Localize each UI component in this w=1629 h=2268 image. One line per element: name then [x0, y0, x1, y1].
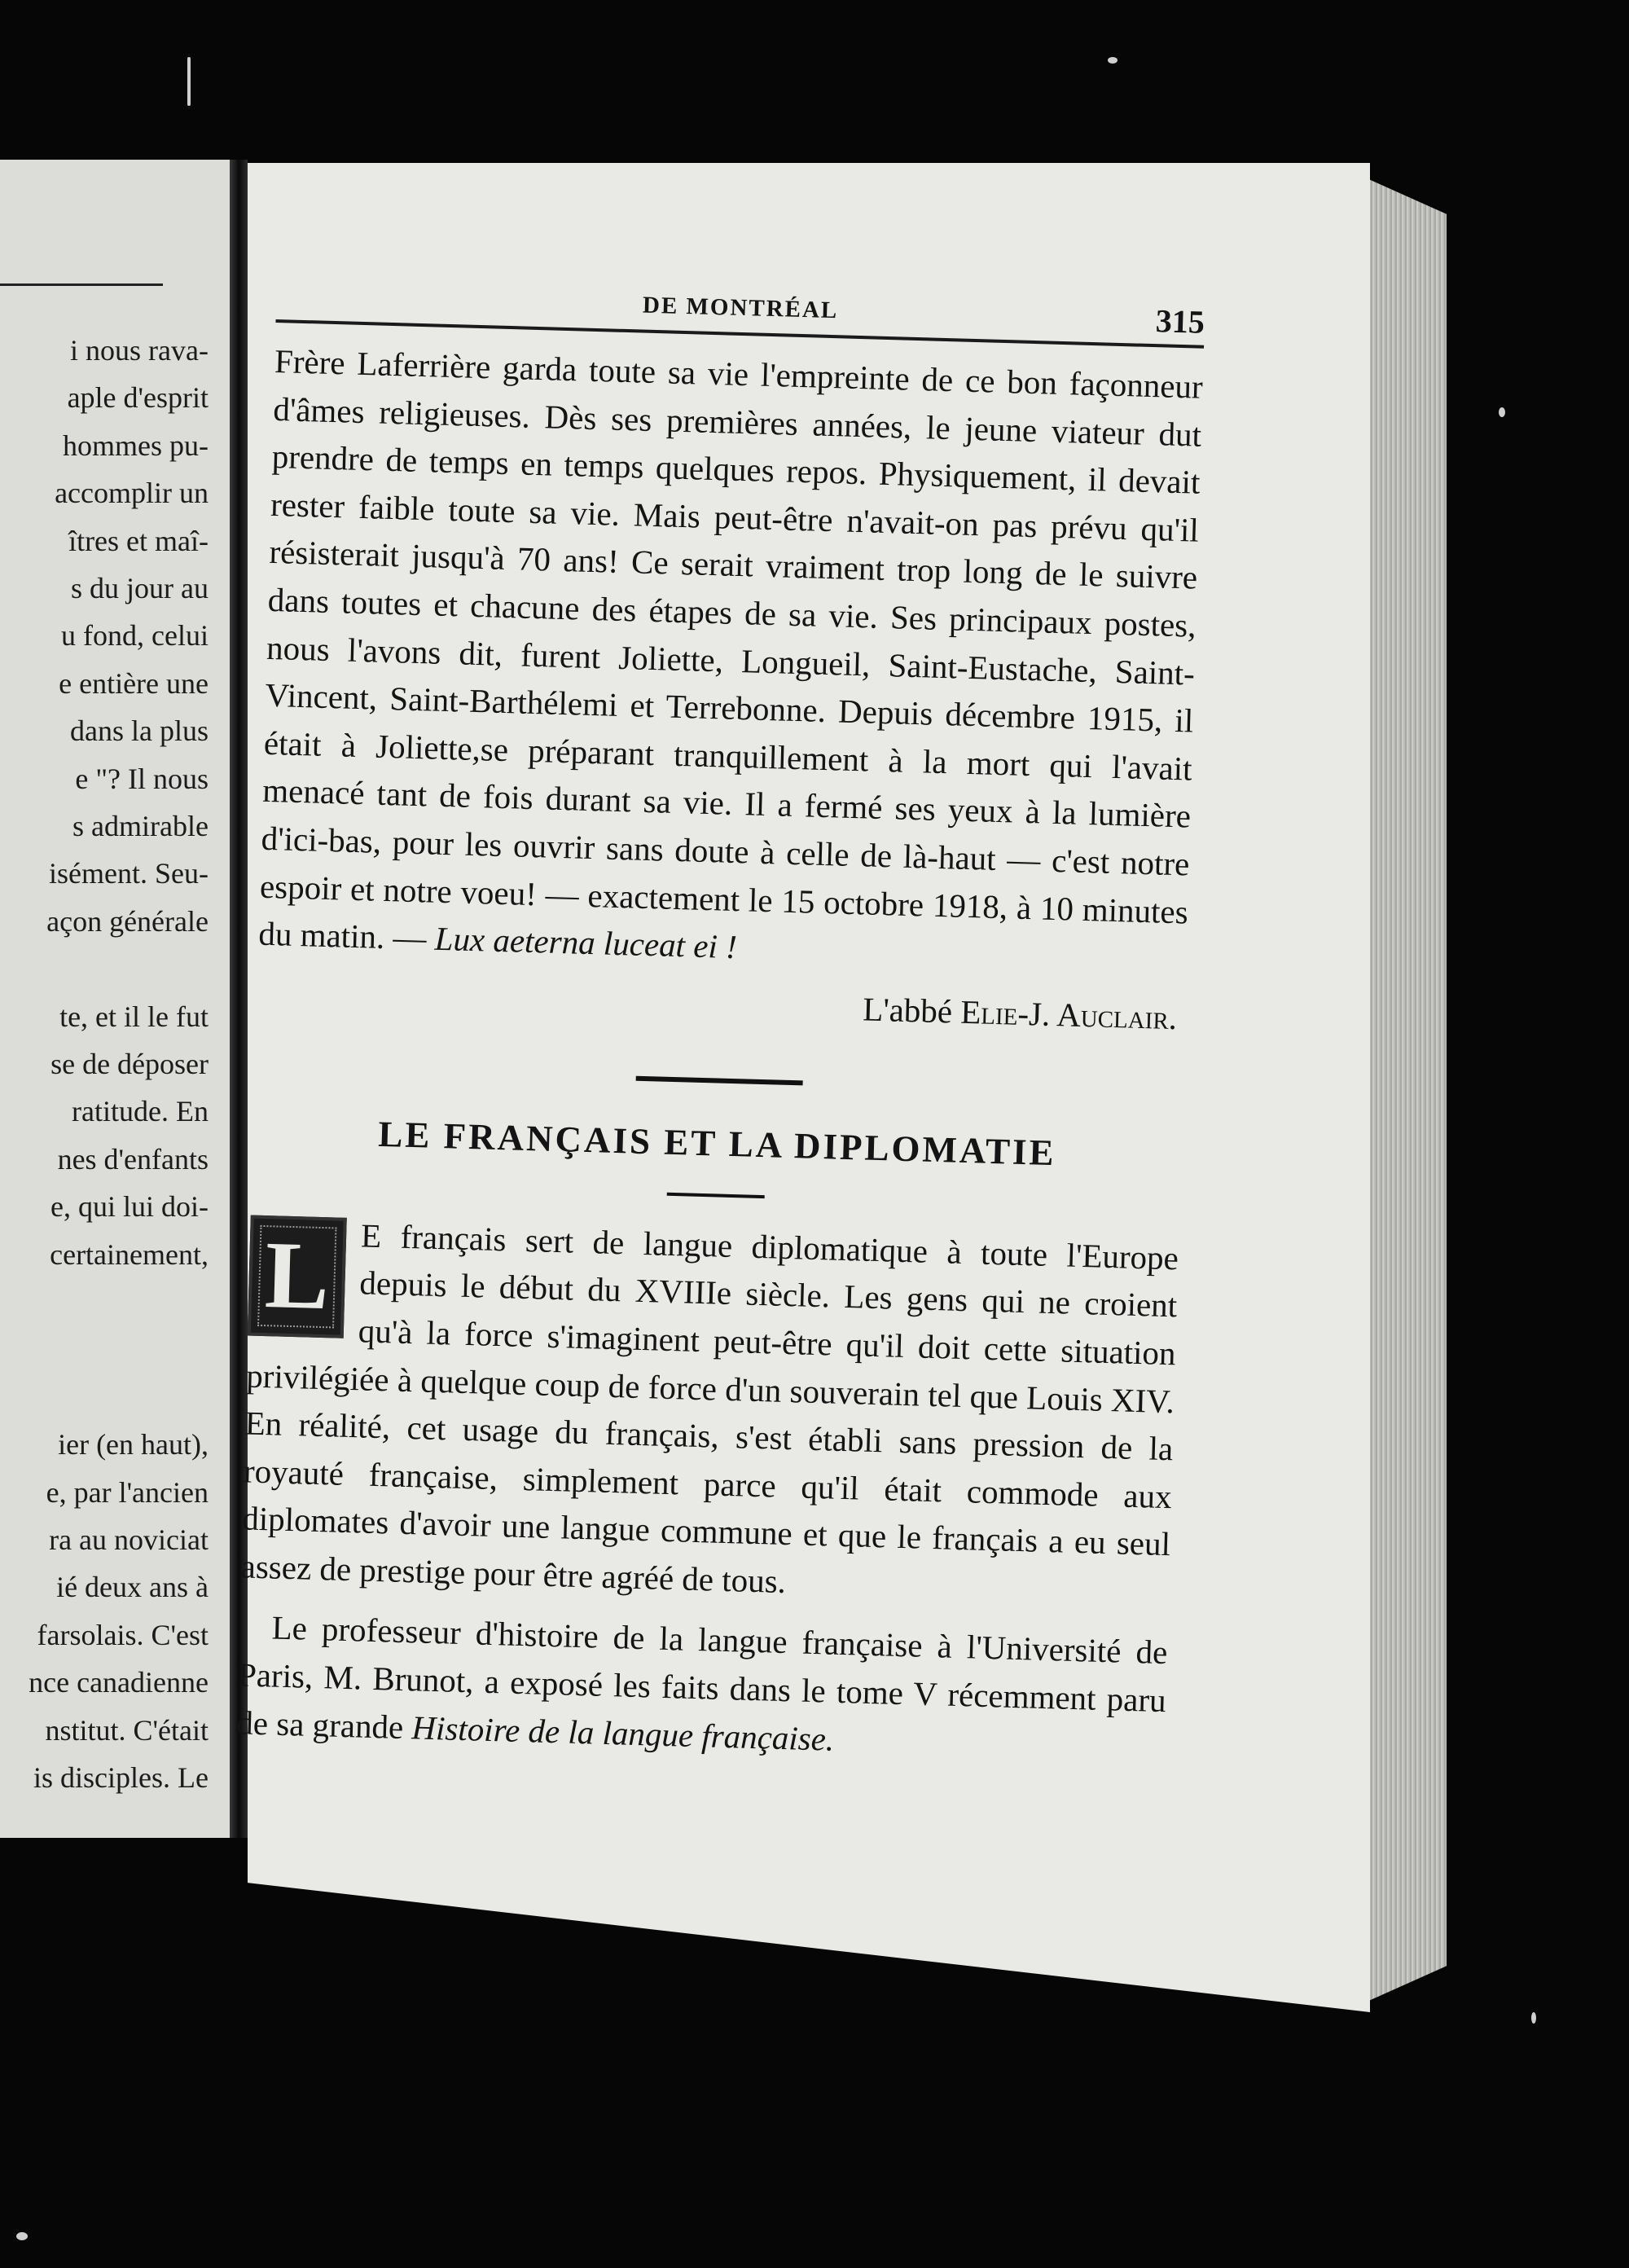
- left-page-line: e "? Il nous: [75, 762, 209, 795]
- signature: [257, 972, 1178, 1037]
- left-page-line: açon générale: [46, 904, 209, 938]
- running-title: DE MONTRÉAL: [642, 292, 839, 324]
- left-page-line: nes d'enfants: [57, 1142, 209, 1176]
- left-page-line: farsolais. C'est: [37, 1618, 209, 1651]
- latin-phrase: Lux aeterna luceat ei !: [434, 919, 738, 966]
- dust-speck: [1499, 407, 1505, 417]
- section-title: LE FRANÇAIS ET LA DIPLOMATIE: [377, 1113, 1057, 1173]
- first-paragraph: E français sert de langue diplomatique à toute l'Europe depuis le début du XVIIIe siècle. Les gens qui ne croient qu'à la force s'imaginent peut-être qu'il doit cette situation privilégiée à quelque coup de force d'un souverain tel que Louis XIV. En réalité, cet usage du français, s'est établi sans pression de la royauté française, simplement parce qu'il était commode aux diplomates d'avoir une langue commune et que le français a eu seul assez de prestige pour être agréé de tous.: [240, 1216, 1179, 1600]
- second-paragraph-text: Le professeur d'histoire de la langue française à l'Université de Paris, M. Brunot, a exposé les faits dans le tome V récemment paru de sa grande: [235, 1608, 1168, 1746]
- left-page-line: ié deux ans à: [56, 1571, 209, 1604]
- left-page-line: dans la plus: [70, 714, 209, 748]
- left-page-line: te, et il le fut: [59, 1000, 209, 1033]
- second-paragraph: [236, 1603, 1168, 1773]
- left-page-line: isément. Seu-: [49, 857, 209, 890]
- left-page-line: aple d'esprit: [67, 381, 209, 415]
- dust-speck: [1531, 2012, 1536, 2024]
- left-facing-page: [0, 160, 230, 1838]
- first-paragraph-block: [240, 1208, 1179, 1615]
- left-page-line: i nous rava-: [70, 334, 209, 367]
- left-page-line: certainement,: [50, 1237, 209, 1271]
- left-page-line: ier (en haut),: [58, 1428, 209, 1461]
- left-page-line: hommes pu-: [63, 429, 209, 462]
- left-page-line: nce canadienne: [29, 1666, 209, 1699]
- obituary-paragraph: [258, 337, 1204, 983]
- signature-name: Elie-J. Auclair.: [959, 992, 1178, 1036]
- drop-cap-initial: [248, 1215, 347, 1338]
- section-ornament-rule-short: [667, 1193, 765, 1198]
- left-page-line: nstitut. C'était: [45, 1713, 209, 1747]
- obituary-text: Frère Laferrière garda toute sa vie l'empreinte de ce bon façonneur d'âmes religieuses. Dès ses premières années, le jeune viateur dut prendre de temps en temps quelques repos. Physiquement, il devait rester faible toute sa vie. Mais peut-être n'avait-on pas prévu qu'il résisterait jusqu'à 70 ans! Ce serait vraiment trop long de le suivre dans toutes et chacune des étapes de sa vie. Ses principaux postes, nous l'avons dit, furent Joliette, Longueil, Saint-Eustache, Saint-Vincent, Saint-Barthélemi et Terrebonne. Depuis décembre 1915, il était à Joliette,se préparant tranquillement à la mort qui l'avait menacé tant de fois durant sa vie. Il a fermé ses yeux à la lumière d'ici-bas, pour les ouvrir sans doute à celle de là-haut — c'est notre espoir et notre voeu! — exactement le 15 octobre 1918, à 10 minutes du matin. —: [257, 341, 1204, 957]
- left-page-line: s du jour au: [71, 572, 209, 604]
- left-page-line: ra au noviciat: [49, 1523, 209, 1556]
- left-page-line: e, par l'ancien: [46, 1475, 209, 1509]
- signature-prefix: L'abbé: [862, 990, 962, 1031]
- left-page-line: se de déposer: [50, 1048, 209, 1080]
- left-page-line: ratitude. En: [72, 1095, 209, 1128]
- page-edges: [1365, 178, 1447, 2002]
- right-page-content: [236, 277, 1205, 1772]
- dust-speck: [187, 57, 191, 106]
- drop-cap-letter: L: [263, 1220, 331, 1330]
- left-page-line: e, qui lui doi-: [50, 1190, 209, 1224]
- page-number: 315: [1155, 302, 1205, 341]
- left-page-line: is disciples. Le: [33, 1761, 209, 1794]
- dust-speck: [16, 2232, 28, 2240]
- book-title: Histoire de la langue française.: [411, 1708, 835, 1758]
- left-page-text: [0, 160, 230, 1838]
- left-page-line: îtres et maî-: [68, 524, 209, 557]
- dust-speck: [1108, 57, 1117, 64]
- left-page-line: s admirable: [72, 810, 209, 842]
- section-ornament-rule: [635, 1075, 802, 1085]
- left-page-line: u fond, celui: [61, 619, 209, 653]
- left-page-line: e entière une: [59, 666, 209, 700]
- left-page-line: accomplir un: [55, 477, 209, 510]
